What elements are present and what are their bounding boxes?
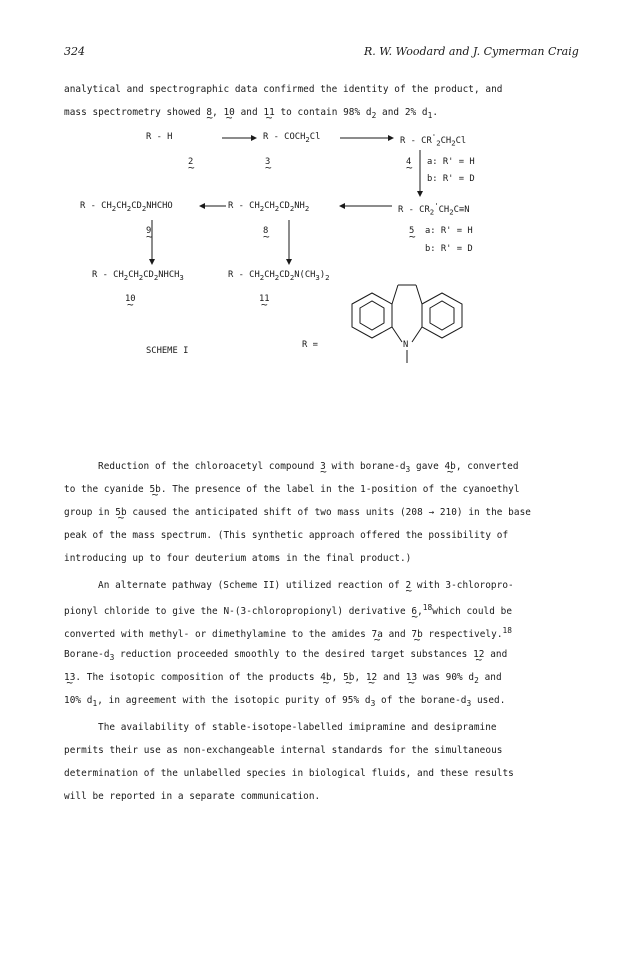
scheme-caption: SCHEME I bbox=[146, 346, 189, 356]
intro-line-1: analytical and spectrographic data confirmed the identity of the product, and bbox=[64, 84, 503, 95]
para1-line1: Reduction of the chloroacetyl compound 3 ~ with borane-$d_3$ gave 4b ~, converted bbox=[98, 461, 519, 474]
para2-line3: converted with methyl- or dimethylamine to the amides 7a ~ and 7b ~ respectively.$^{18}$ bbox=[64, 626, 512, 640]
compound-number-9: 9 ~ bbox=[146, 226, 151, 236]
compound-number-3: 3 ~ bbox=[265, 157, 270, 167]
para3-line3: determination of the unlabelled species in biological fluids, and these results bbox=[64, 768, 514, 779]
para1-line5: introducing up to four deuterium atoms in the final product.) bbox=[64, 553, 412, 564]
intro-line-2: mass spectrometry showed 8 ~, 10 ~ and 11 ~ to contain 98% $d_2$ and 2% $d_1$. bbox=[64, 107, 438, 120]
compound-ref: 8 ~ bbox=[206, 107, 212, 118]
para2-line5: 13 ~. The isotopic composition of the products 4b ~, 5b ~, 12 ~ and 13 ~ was 90% $d_2$ and bbox=[64, 672, 502, 685]
compound-11-formula: R - $CH_2CH_2CD_2N(CH_3)_2$ bbox=[228, 270, 330, 282]
compound-number-10: 10 ~ bbox=[125, 294, 136, 304]
compound-ref: 11 ~ bbox=[263, 107, 274, 118]
compound-ref: 10 ~ bbox=[223, 107, 234, 118]
compound-8-formula: R - $CH_2CH_2CD_2NH_2$ bbox=[228, 201, 310, 213]
compound-1-formula: R - H bbox=[146, 132, 173, 142]
compound-number-2: 2 ~ bbox=[188, 157, 193, 167]
compound-9-formula: R - $CH_2CH_2CD_2NHCHO$ bbox=[80, 201, 173, 213]
compound-number-11: 11 ~ bbox=[259, 294, 270, 304]
nitrogen-atom-label: N bbox=[403, 340, 409, 350]
para2-line1: An alternate pathway (Scheme II) utilized reaction of 2 ~ with 3-chloropro- bbox=[98, 580, 514, 591]
compound-number-4: 4 ~ bbox=[406, 157, 411, 167]
running-header-authors: R. W. Woodard and J. Cymerman Craig bbox=[364, 45, 579, 58]
para2-line4: Borane-$d_3$ reduction proceeded smoothly to the desired target substances 12 ~ and bbox=[64, 649, 507, 662]
compound-3-formula: R - $COCH_2Cl$ bbox=[263, 132, 321, 144]
page-number: 324 bbox=[64, 45, 85, 58]
para3-line1: The availability of stable-isotope-labelled imipramine and desipramine bbox=[98, 722, 497, 733]
dibenzazepine-structure bbox=[352, 285, 462, 363]
scheme-graphics bbox=[0, 0, 624, 400]
para1-line4: peak of the mass spectrum. (This synthetic approach offered the possibility of bbox=[64, 530, 509, 541]
compound-4b-note: b: R' = D bbox=[427, 174, 475, 184]
para1-line3: group in 5b ~ caused the anticipated shift of two mass units (208 → 210) in the base bbox=[64, 507, 531, 518]
r-group-label: R = bbox=[302, 340, 318, 350]
para1-line2: to the cyanide 5b ~. The presence of the label in the 1-position of the cyanoethyl bbox=[64, 484, 520, 495]
compound-10-formula: R - $CH_2CH_2CD_2NHCH_3$ bbox=[92, 270, 184, 282]
compound-4-formula: R - $CR'_2CH_2Cl$ bbox=[400, 132, 467, 148]
para2-line2: pionyl chloride to give the N-(3-chloropropionyl) derivative 6 ~,$^{18}$which could be bbox=[64, 603, 512, 617]
compound-5a-note: a: R' = H bbox=[425, 226, 473, 236]
compound-number-8: 8 ~ bbox=[263, 226, 268, 236]
compound-number-5: 5 ~ bbox=[409, 226, 414, 236]
para3-line4: will be reported in a separate communication. bbox=[64, 791, 321, 802]
para2-line6: 10% $d_1$, in agreement with the isotopic purity of 95% $d_3$ of the borane-$d_3$ used. bbox=[64, 695, 506, 708]
compound-5b-note: b: R' = D bbox=[425, 244, 473, 254]
compound-5-formula: $R - CR_2'CH_2C\equiv N$ bbox=[398, 201, 470, 217]
compound-4a-note: a: R' = H bbox=[427, 157, 475, 167]
para3-line2: permits their use as non-exchangeable internal standards for the simultaneous bbox=[64, 745, 503, 756]
